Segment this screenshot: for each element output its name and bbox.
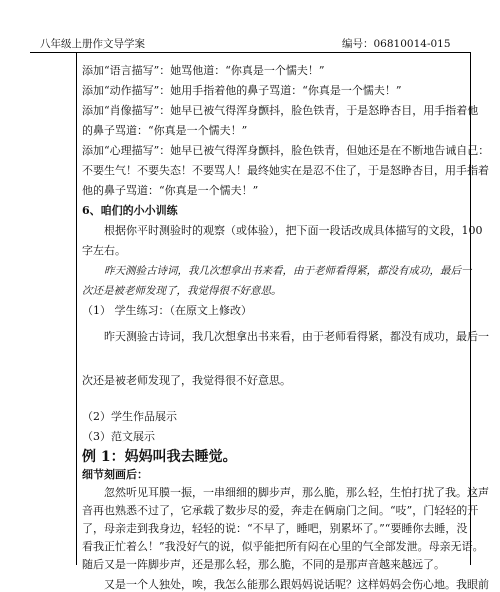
text-line: 例 1：妈妈叫我去睡觉。 xyxy=(82,449,237,465)
text-line: 添加“心理描写”：她早已被气得浑身颤抖，脸色铁青，但她还是在不断地告诫自己： xyxy=(82,144,490,157)
text-line: 的鼻子骂道：“你真是一个懦夫！” xyxy=(82,124,248,137)
text-line: （2）学生作品展示 xyxy=(82,410,177,423)
text-line: 字左右。 xyxy=(82,244,126,257)
text-line: 昨天测验古诗词，我几次想拿出书来看，由于老师看得紧，都没有成功，最后一 xyxy=(104,265,472,277)
text-line: 根据你平时测验时的观察（或体验），把下面一段话改成具体描写的文段，100 xyxy=(104,224,483,237)
text-line: 添加“肖像描写”：她早已被气得浑身颤抖，脸色铁青，于是怒睁杏目，用手指着他 xyxy=(82,104,479,117)
text-line: 随后又是一阵脚步声，还是那么轻，那么脆，不同的是那声音越来越远了。 xyxy=(82,558,445,571)
header-number: 编号：06810014-015 xyxy=(342,38,451,50)
text-line: 又是一个人独处，唉，我怎么能那么跟妈妈说话呢？这样妈妈会伤心地。我眼前 xyxy=(104,578,489,591)
text-line: 看我正忙着么！”我没好气的说，似乎能把所有闷在心里的气全部发泄。母亲无语。 xyxy=(82,540,484,553)
page-header xyxy=(0,0,500,58)
header-title: 八年级上册作文导学案 xyxy=(40,38,145,50)
text-line: 添加“动作描写”：她用手指着他的鼻子骂道：“你真是一个懦夫！” xyxy=(82,84,402,97)
text-line: 次还是被老师发现了，我觉得很不好意思。 xyxy=(82,285,282,297)
text-line: 添加“语言描写”：她骂他道：“你真是一个懦夫！” xyxy=(82,64,325,77)
text-line: 他的鼻子骂道：“你真是一个懦夫！” xyxy=(82,184,259,197)
text-line: 音再也熟悉不过了，它承载了数步尽的爱，奔走在俩扇门之间。“吱”，门轻轻的开 xyxy=(82,504,479,517)
text-line: 昨天测验古诗词，我几次想拿出书来看，由于老师看得紧，都没有成功，最后一 xyxy=(104,330,489,343)
text-line: 不要生气！不要失态！不要骂人！最终她实在是忍不住了，于是怒睁杏目，用手指着 xyxy=(82,164,489,177)
text-line: 6、咱们的小小训练 xyxy=(82,204,178,217)
text-line: （3）范文展示 xyxy=(82,430,155,443)
text-line: 次还是被老师发现了，我觉得很不好意思。 xyxy=(82,374,291,387)
text-line: 了，母亲走到我身边，轻轻的说：“不早了，睡吧，别累坏了。”“要睡你去睡，没 xyxy=(82,522,468,535)
text-line: 忽然听见耳膜一振，一串细细的脚步声，那么脆，那么轻，生怕打扰了我。这声 xyxy=(104,486,489,499)
text-line: （1） 学生练习：（在原文上修改） xyxy=(82,304,252,317)
text-line: 细节刻画后： xyxy=(82,468,148,481)
